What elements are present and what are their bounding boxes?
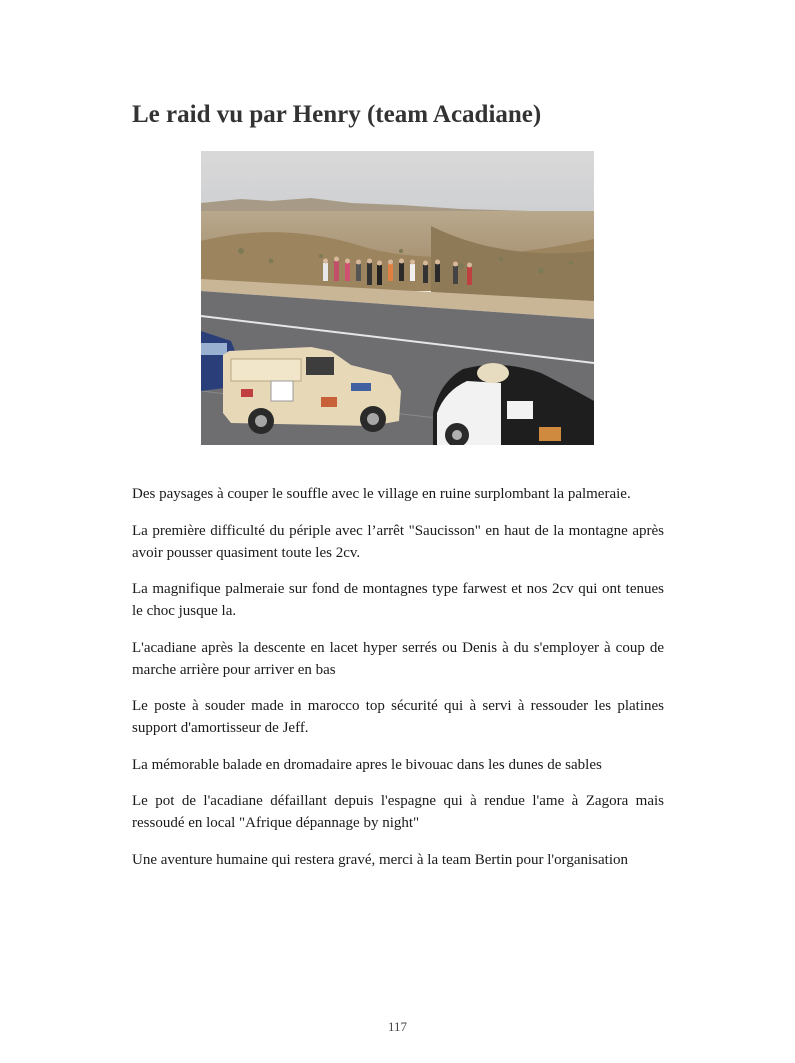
paragraph: Le poste à souder made in marocco top sécurité qui à servi à ressouder les platines support d'amortisseur de Jeff. xyxy=(132,698,664,736)
body-text xyxy=(132,483,664,885)
paragraph: Le pot de l'acadiane défaillant depuis l'espagne qui à rendue l'ame à Zagora mais ressoudé en local "Afrique dépannage by night" xyxy=(132,793,664,831)
paragraph: La magnifique palmeraie sur fond de montagnes type farwest et nos 2cv qui ont tenues le choc jusque la. xyxy=(132,581,664,619)
page-title: Le raid vu par Henry (team Acadiane) xyxy=(132,101,542,128)
paragraph: Des paysages à couper le souffle avec le village en ruine surplombant la palmeraie. xyxy=(132,486,631,502)
paragraph: La mémorable balade en dromadaire apres le bivouac dans les dunes de sables xyxy=(132,756,602,773)
raid-photo xyxy=(201,151,594,445)
page-number: 117 xyxy=(387,1019,408,1034)
paragraph: L'acadiane après la descente en lacet hyper serrés ou Denis à du s'employer à coup de marche arrière pour arriver en bas xyxy=(132,639,664,678)
raid-photo-image xyxy=(201,151,594,445)
paragraph: Une aventure humaine qui restera gravé, merci à la team Bertin pour l'organisation xyxy=(132,851,628,868)
paragraph: La première difficulté du périple avec l’arrêt "Saucisson" en haut de la montagne après avoir pousser quasiment toute les 2cv. xyxy=(132,522,664,561)
